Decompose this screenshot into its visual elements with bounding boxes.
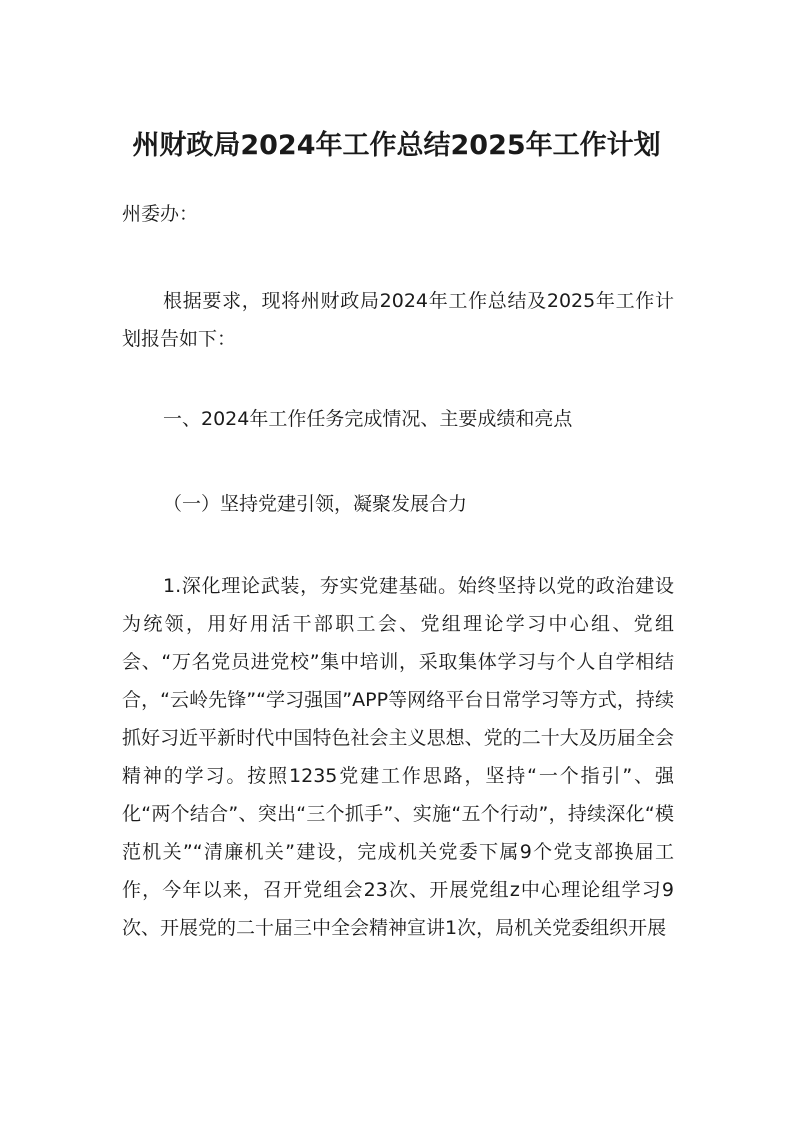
subsection-heading: （一）坚持党建引领，凝聚发展合力 [163, 493, 468, 515]
body-paragraph: 1.深化理论武装，夯实党建基础。始终坚持以党的政治建设为统领，用好用活干部职工会、党组理论学习中心组、党组会、“万名党员进党校”集中培训，采取集体学习与个人自学相结合，“云岭先锋”“学习强国”APP等网络平台日常学习等方式，持续抓好习近平新时代中国特色社会主义思想、党的二十大及历届全会精神的学习。按照1235党建工作思路，坚持“一个指引”、强化“两个结合”、突出“三个抓手”、实施“五个行动”，持续深化“模范机关”“清廉机关”建设，完成机关党委下属9个党支部换届工作，今年以来，召开党组会23次、开展党组z中心理论组学习9次、开展党的二十届三中全会精神宣讲1次，局机关党委组织开展 [122, 575, 674, 939]
addressee: 州委办： [122, 203, 199, 225]
section-heading: 一、2024年工作任务完成情况、主要成绩和亮点 [163, 408, 573, 430]
document-title: 州财政局2024年工作总结2025年工作计划 [132, 130, 661, 161]
intro-paragraph: 根据要求，现将州财政局2024年工作总结及2025年工作计划报告如下： [122, 290, 674, 350]
